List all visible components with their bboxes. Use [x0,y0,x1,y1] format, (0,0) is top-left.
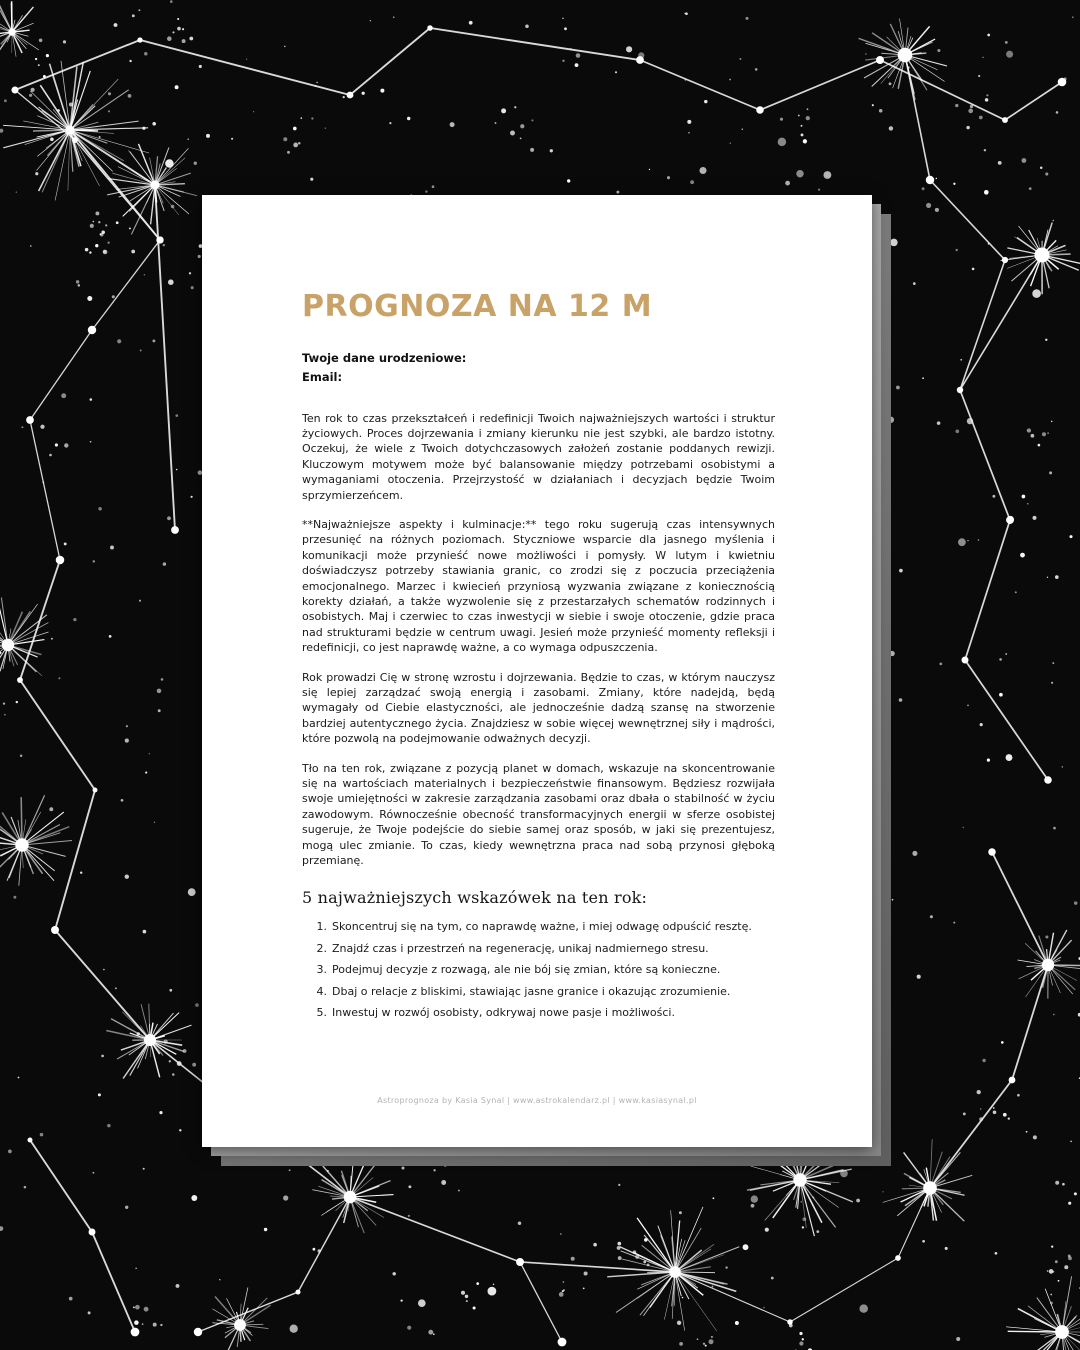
list-item-number: 2. [316,941,327,955]
list-item-text: Inwestuj w rozwój osobisty, odkrywaj nowe pasje i możliwości. [332,1006,675,1020]
list-item-text: Dbaj o relacje z bliskimi, stawiając jasne granice i okazując zrozumienie. [332,984,731,998]
list-item-number: 5. [316,1006,327,1020]
list-item-number: 1. [316,920,327,934]
forecast-body [302,411,775,869]
document-page [202,195,872,1147]
list-item-number: 4. [316,984,327,998]
list-item [310,941,775,956]
email-label: Email: [302,369,343,384]
page-title: PROGNOZA NA 12 M [302,289,653,324]
forecast-paragraph: Ten rok to czas przekształceń i redefinicji Twoich najważniejszych wartości i struktur życiowych. Proces dojrzewania i zmiany kierunku nie jest szybki, ale bardzo istotny. Oczekuj, że wiele z Twoich dotychczasowych założeń zostanie poddanych rewizji. Kluczowym motywem może być balansowanie między potrzebami osobistymi a wymaganiami otoczenia. Przejrzystość w działaniach i decyzjach będzie Twoim sprzymierzeńcem. [302,411,775,502]
list-item-text: Skoncentruj się na tym, co naprawdę ważne, i miej odwagę odpuścić resztę. [332,920,752,934]
list-item-text: Podejmuj decyzje z rozwagą, ale nie bój się zmian, które są konieczne. [332,963,721,977]
page-content [202,195,872,1020]
birth-data-label: Twoje dane urodzeniowe: [302,350,467,365]
forecast-paragraph: Tło na ten rok, związane z pozycją planet w domach, wskazuje na skoncentrowanie się na wartościach materialnych i bezpieczeństwie finansowym. Będziesz rozwijała swoje umiejętności w zakresie zarządzania zasobami oraz dbała o stabilność w życiu zawodowym. Równocześnie obecność transformacyjnych energii w sferze osobistej sugeruje, że Twoje podejście do siebie samej oraz sposób, w jaki się prezentujesz, mogą ulec zmianie. To czas, kiedy wewnętrzna praca nad sobą przynosi głęboką przemianę. [302,761,775,868]
page-footer: Astroprognoza by Kasia Synal | www.astrokalendarz.pl | www.kasiasynal.pl [377,1096,697,1105]
list-item-number: 3. [316,963,327,977]
tips-list [310,919,775,1020]
list-item [310,962,775,977]
list-item [310,1005,775,1020]
list-item [310,919,775,934]
forecast-paragraph: **Najważniejsze aspekty i kulminacje:** tego roku sugerują czas intensywnych przesunięć na różnych poziomach. Styczniowe wsparcie dla jasnego myślenia i komunikacji może przynieść nowe możliwości i pomysły. W lutym i kwietniu doświadczysz potrzeby stawiania granic, co zrodzi się z poczucia przeciążenia emocjonalnego. Marzec i kwiecień przyniosą wyzwania związane z koniecznością korekty działań, a także wyzwolenie się z przestarzałych schematów rodzinnych i osobistych. Maj i czerwiec to czas inwestycji w siebie i swoje otoczenie, gdzie praca nad strukturami będzie w centrum uwagi. Jesień może przynieść momenty refleksji i redefinicji, co jest naprawdę ważne, a co wymaga odpuszczenia. [302,517,775,655]
list-item [310,984,775,999]
tips-heading: 5 najważniejszych wskazówek na ten rok: [302,888,648,908]
list-item-text: Znajdź czas i przestrzeń na regenerację, unikaj nadmiernego stresu. [332,941,709,955]
user-data-block [302,349,775,387]
forecast-paragraph: Rok prowadzi Cię w stronę wzrostu i dojrzewania. Będzie to czas, w którym nauczysz się lepiej zarządzać swoją energią i zasobami. Zmiany, które nadejdą, będą wymagały od Ciebie elastyczności, ale jednocześnie dadzą szansę na stworzenie bardziej autentycznego życia. Znajdziesz w sobie więcej wewnętrznej siły i mądrości, które pozwolą na podejmowanie odważnych decyzji. [302,670,775,746]
